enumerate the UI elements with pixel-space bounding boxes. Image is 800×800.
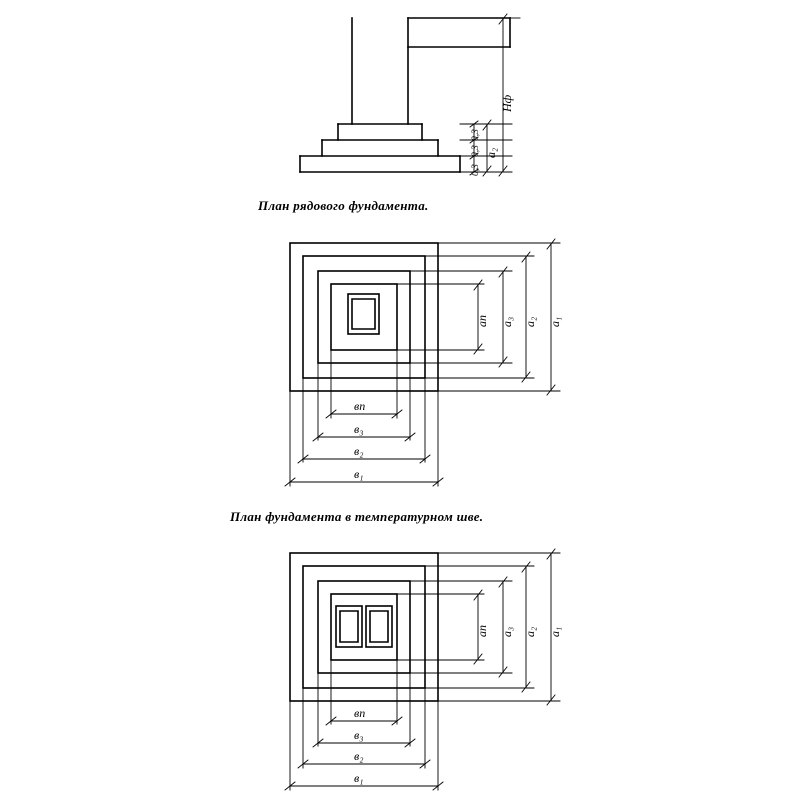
dim-v3 [313, 433, 415, 441]
dim-label-v3-plan2: в₃ [354, 728, 364, 742]
dim-label-a2-plan2: а₂ [523, 626, 537, 637]
dim-label-step-3: 0,3 [471, 164, 481, 176]
dim-label-a1-plan1: а₁ [548, 316, 562, 327]
dim-label-step-1: 0,3 [471, 129, 481, 141]
dim-label-v1-plan2: в₁ [354, 771, 364, 785]
dim-label-step-2: 0,3 [471, 145, 481, 157]
dim-label-a3-plan1: а₃ [500, 316, 514, 327]
expansion-joint-foundation-plan [285, 549, 560, 790]
dim-label-v1-plan1: в₁ [354, 467, 364, 481]
dim-v2-2 [298, 760, 430, 768]
dim-label-vp-plan2: вп [354, 706, 366, 720]
dim-label-v2-plan2: в₂ [354, 749, 364, 763]
caption-ordinary-plan: План рядового фундамента. [258, 198, 429, 213]
dim-label-a3-plan2: а₃ [500, 626, 514, 637]
dim-label-ap-plan2: ап [475, 625, 489, 637]
dim-label-ap-plan1: ап [475, 315, 489, 327]
dim-label-vp-plan1: вп [354, 399, 366, 413]
ordinary-foundation-plan [285, 239, 560, 486]
dim-label-a2-section: а₂ [484, 147, 498, 158]
dim-v1 [285, 478, 443, 486]
dim-v1-2 [285, 782, 443, 790]
dim-label-v2-plan1: в₂ [354, 444, 364, 458]
dim-v2 [298, 455, 430, 463]
dim-label-a2-plan1: а₂ [523, 316, 537, 327]
dim-label-a1-plan2: а₁ [548, 626, 562, 637]
caption-expansion-joint-plan: План фундамента в температурном шве. [230, 509, 484, 524]
dim-label-hf: Нф [500, 94, 514, 112]
dim-label-v3-plan1: в₃ [354, 422, 364, 436]
dim-v3-2 [313, 739, 415, 747]
